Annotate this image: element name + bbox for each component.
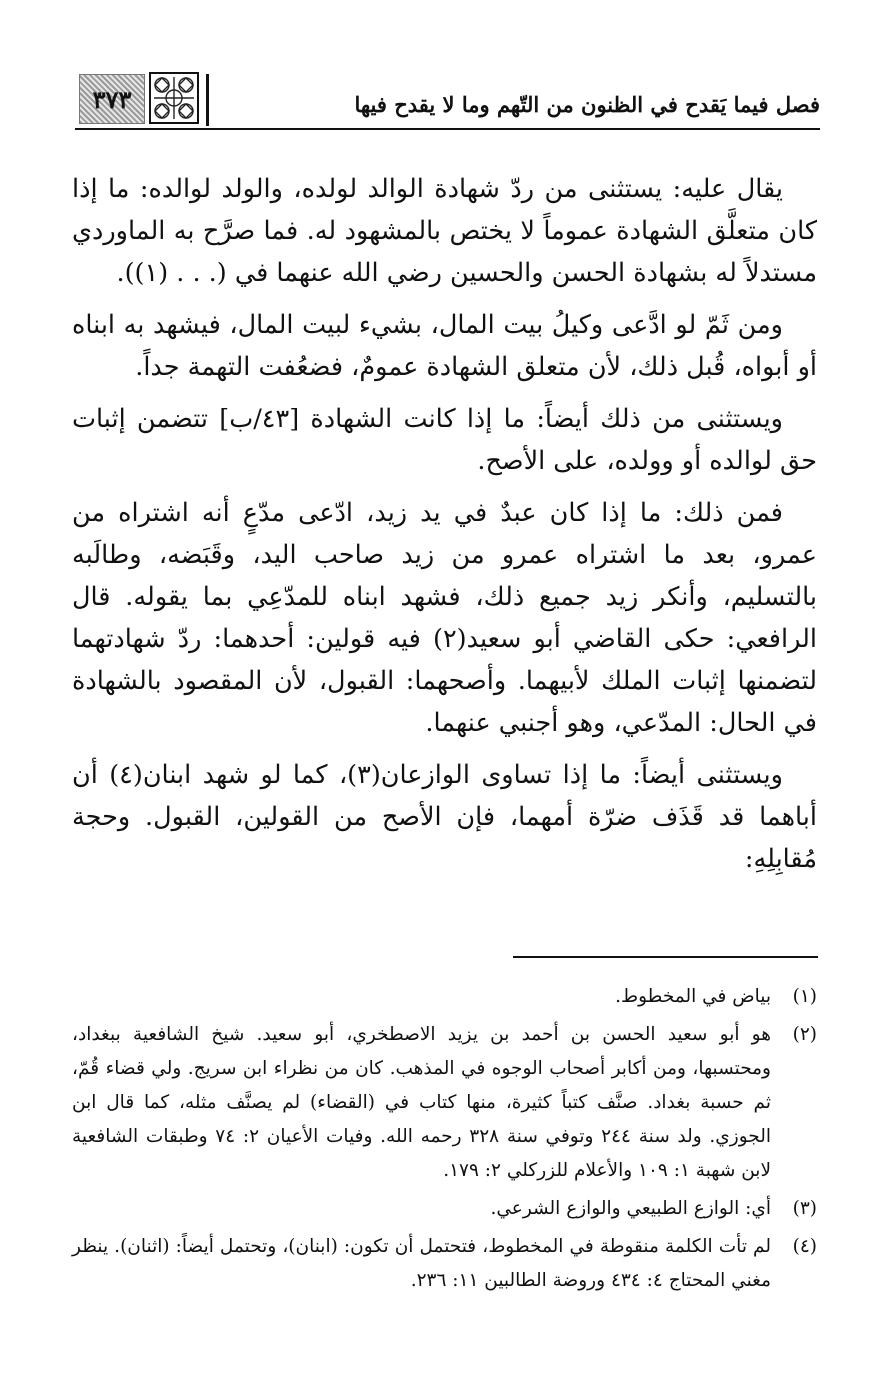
running-title: فصل فيما يَقدح في الظنون من التّهم وما لا يقدح فيها	[354, 92, 820, 117]
footnote	[72, 980, 817, 1014]
header-rule	[75, 128, 820, 130]
main-text	[72, 168, 817, 890]
footnote-number: (٤)	[792, 1236, 817, 1257]
footnote-text: لم تأت الكلمة منقوطة في المخطوط، فتحتمل أن تكون: (ابنان)، وتحتمل أيضاً: (اثنان). ينظر مغني المحتاج ٤: ٤٣٤ وروضة الطالبين ١١: ٢٣٦.	[72, 1236, 771, 1291]
page-header	[75, 70, 820, 132]
paragraph: ومن ثَمّ لو ادَّعى وكيلُ بيت المال، بشيء لبيت المال، فيشهد به ابناه أو أبواه، قُبل ذلك، لأن متعلق الشهادة عمومٌ، فضعُفت التهمة جداً.	[72, 310, 817, 382]
footnote	[72, 1192, 817, 1226]
paragraph: ويستثنى من ذلك أيضاً: ما إذا كانت الشهادة [٤٣/ب] تتضمن إثبات حق لوالده أو وولده، على الأصح.	[72, 404, 817, 476]
footnote-number: (٢)	[792, 1024, 817, 1045]
footnote-text: أي: الوازع الطبيعي والوازع الشرعي.	[490, 1198, 771, 1219]
ornament-icon	[149, 72, 199, 124]
footnote-number: (٣)	[792, 1198, 817, 1219]
paragraph: يقال عليه: يستثنى من ردّ شهادة الوالد لولده، والولد لوالده: ما إذا كان متعلَّق الشهادة عموماً لا يختص بالمشهود له. فما صرَّح به الماوردي مستدلاً له بشهادة الحسن والحسين رضي الله عنهما في (. . . (١)).	[72, 174, 817, 288]
footnote-text: بياض في المخطوط.	[615, 986, 771, 1007]
header-divider	[206, 74, 209, 126]
paragraph: فمن ذلك: ما إذا كان عبدٌ في يد زيد، ادّعى مدّعٍ أنه اشتراه من عمرو، بعد ما اشتراه عمرو من زيد صاحب اليد، وقَبَضه، وطالَبه بالتسليم، وأنكر زيد جميع ذلك، فشهد ابناه للمدّعِي بما يقوله. قال الرافعي: حكى القاضي أبو سعيد(٢) فيه قولين: أحدهما: ردّ شهادتهما لتضمنها إثبات الملك لأبيهما. وأصحهما: القبول، لأن المقصود بالشهادة في الحال: المدّعي، وهو أجنبي عنهما.	[72, 498, 817, 738]
footnote	[72, 1018, 817, 1188]
page-number: ٣٧٣	[79, 74, 145, 124]
footnote-text: هو أبو سعيد الحسن بن أحمد بن يزيد الاصطخري، أبو سعيد. شيخ الشافعية ببغداد، ومحتسبها، ومن أكابر أصحاب الوجوه في المذهب. كان من نظراء ابن سريج. ولي قضاء قُمّ، ثم حسبة بغداد. صنَّف كتباً كثيرة، منها كتاب في (القضاء) لم يصنَّف مثله، كما قال ابن الجوزي. ولد سنة ٢٤٤ وتوفي سنة ٣٢٨ رحمه الله. وفيات الأعيان ٢: ٧٤ وطبقات الشافعية لابن شهبة ١: ١٠٩ والأعلام للزركلي ٢: ١٧٩.	[72, 1024, 771, 1181]
footnote-separator	[513, 956, 818, 958]
footnotes	[72, 980, 817, 1302]
footnote-number: (١)	[792, 986, 817, 1007]
paragraph: ويستثنى أيضاً: ما إذا تساوى الوازعان(٣)، كما لو شهد ابنان(٤) أن أباهما قد قَذَف ضرّة أمهما، فإن الأصح من القولين، القبول. وحجة مُقابِلِهِ:	[72, 760, 817, 874]
footnote	[72, 1230, 817, 1298]
